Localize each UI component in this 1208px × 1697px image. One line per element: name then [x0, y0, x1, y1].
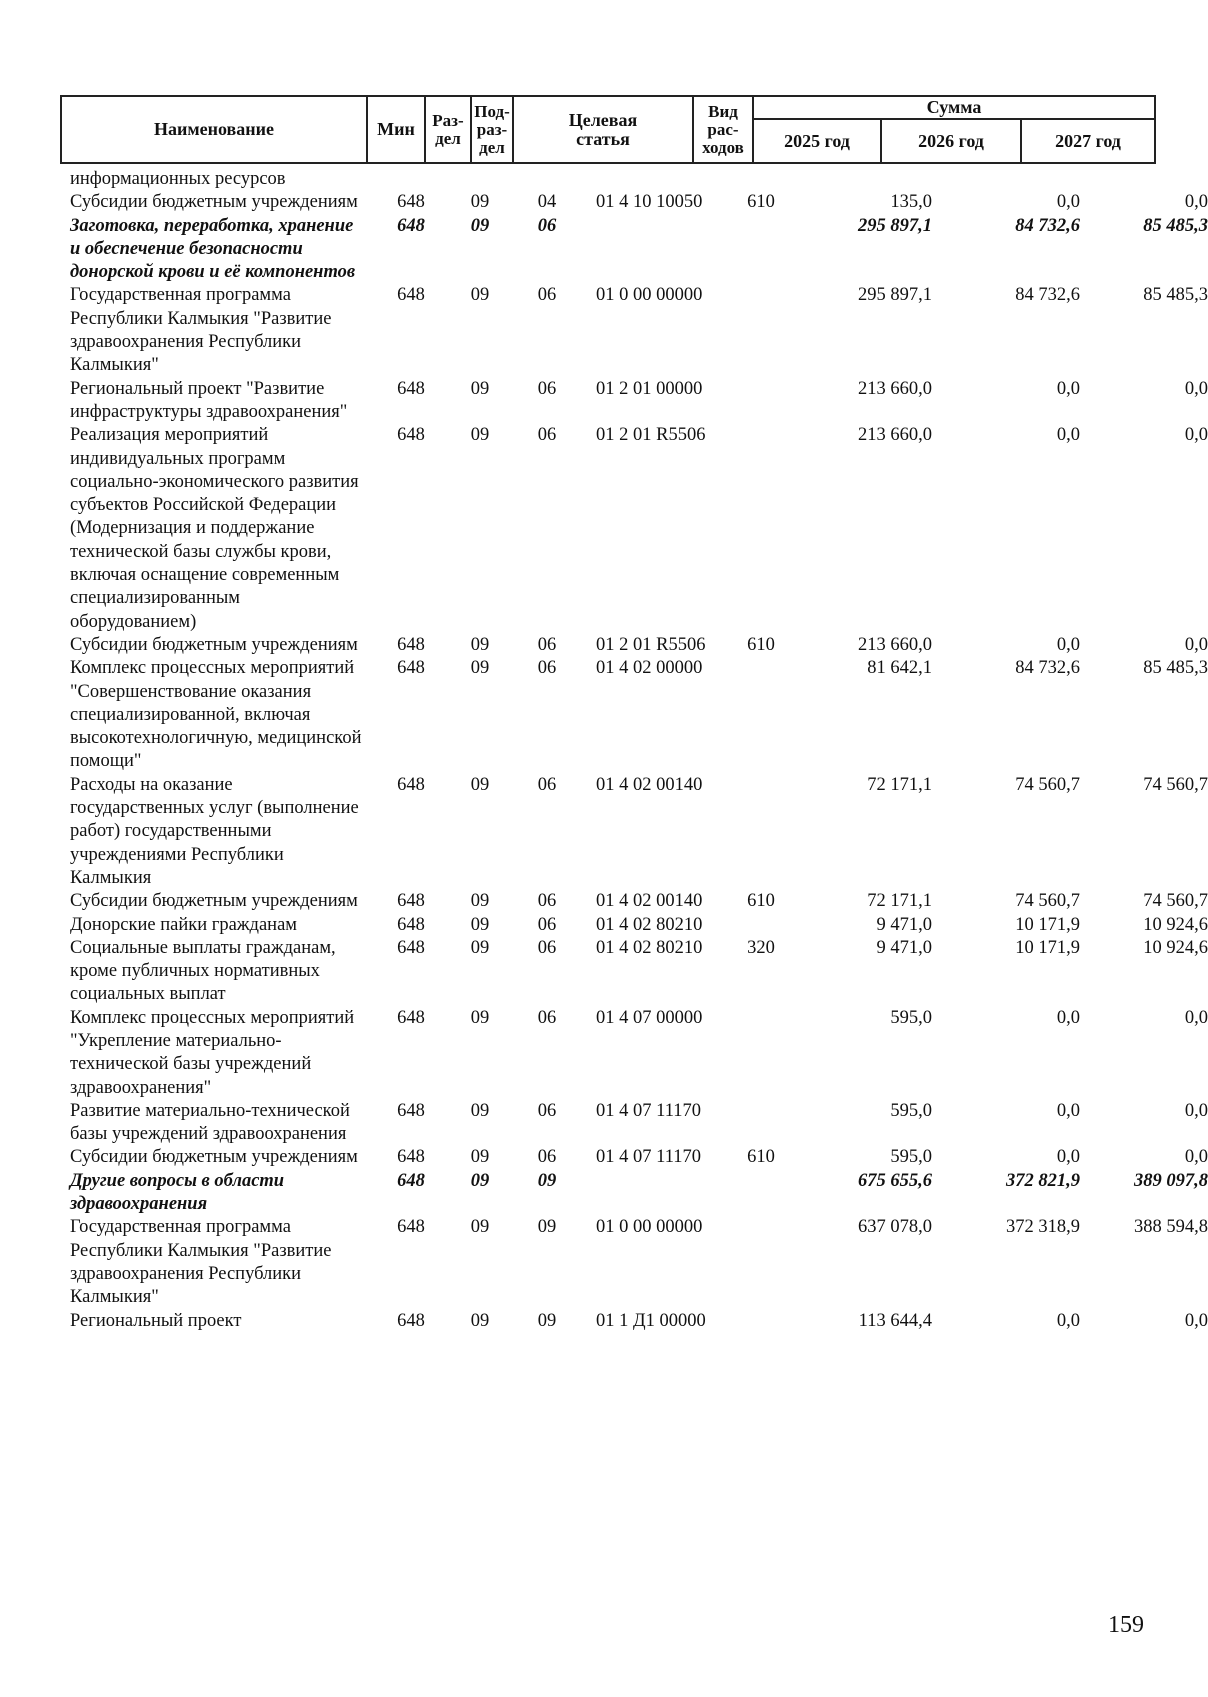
cell-vid: 610 — [747, 192, 775, 213]
cell-min: 648 — [397, 1100, 425, 1121]
cell-min: 648 — [397, 658, 425, 679]
cell-name: Региональный проект "Развитие инфраструктуры здравоохранения" — [70, 378, 348, 422]
cell-cs: 01 4 07 11170 — [596, 1100, 702, 1121]
cell-name: Донорские пайки гражданам — [70, 914, 298, 935]
cell-y27: 0,0 — [1184, 634, 1208, 655]
cell-y26: 84 732,6 — [1015, 215, 1080, 236]
cell-y25: 213 660,0 — [858, 378, 932, 399]
header-razdel: Раз- дел — [425, 96, 471, 163]
cell-razd: 09 — [470, 285, 490, 306]
cell-razd: 09 — [470, 1170, 490, 1191]
cell-vid: 320 — [747, 937, 775, 958]
table-row — [60, 1100, 1208, 1147]
page-number: 159 — [1108, 1612, 1144, 1638]
cell-podr: 06 — [537, 285, 557, 306]
cell-y27: 10 924,6 — [1143, 914, 1208, 935]
cell-y25: 637 078,0 — [858, 1217, 932, 1238]
cell-name: Расходы на оказание государственных услуг (выполнение работ) государственными учреждениями Республики Калмыкия — [70, 774, 359, 888]
cell-cs: 01 0 00 00000 — [596, 1217, 703, 1238]
cell-min: 648 — [397, 192, 425, 213]
table-row — [60, 378, 1208, 425]
cell-podr: 06 — [537, 425, 557, 446]
table-row — [60, 1310, 1208, 1333]
cell-y25: 72 171,1 — [867, 774, 932, 795]
cell-y27: 85 485,3 — [1143, 215, 1208, 236]
cell-y26: 0,0 — [1056, 192, 1080, 213]
cell-y27: 0,0 — [1184, 1310, 1208, 1331]
cell-razd: 09 — [470, 634, 490, 655]
cell-y26: 10 171,9 — [1015, 914, 1080, 935]
header-name: Наименование — [61, 96, 367, 163]
header-min: Мин — [367, 96, 425, 163]
cell-name: Государственная программа Республики Калмыкия "Развитие здравоохранения Республики Калмыкия" — [70, 285, 332, 376]
header-2026: 2026 год — [881, 119, 1021, 163]
cell-cs: 01 2 01 R5506 — [596, 425, 706, 446]
cell-razd: 09 — [470, 1007, 490, 1028]
cell-y26: 0,0 — [1056, 1310, 1080, 1331]
cell-name: Субсидии бюджетным учреждениям — [70, 192, 358, 213]
cell-podr: 06 — [537, 891, 557, 912]
table-row — [60, 1146, 1208, 1169]
cell-y27: 85 485,3 — [1143, 285, 1208, 306]
cell-y25: 113 644,4 — [858, 1310, 932, 1331]
cell-name: Реализация мероприятий индивидуальных программ социально-экономического развития субъектов Российской Федерации (Модернизация и поддержание технической базы службы крови, включая оснащение современным специализированным оборудованием) — [70, 425, 359, 632]
cell-y26: 0,0 — [1056, 1100, 1080, 1121]
cell-podr: 06 — [537, 378, 557, 399]
table-row — [60, 191, 1208, 214]
table-row — [60, 774, 1208, 890]
table-row — [60, 634, 1208, 657]
cell-y25: 135,0 — [890, 192, 932, 213]
table-row — [60, 1007, 1208, 1100]
cell-min: 648 — [397, 914, 425, 935]
table-row — [60, 1170, 1208, 1217]
cell-y26: 0,0 — [1056, 1007, 1080, 1028]
cell-razd: 09 — [470, 1217, 490, 1238]
cell-min: 648 — [397, 1007, 425, 1028]
cell-razd: 09 — [470, 1147, 490, 1168]
cell-min: 648 — [397, 1170, 425, 1191]
table-row — [60, 914, 1208, 937]
cell-y26: 372 821,9 — [1006, 1170, 1080, 1191]
cell-podr: 09 — [537, 1170, 557, 1191]
cell-min: 648 — [397, 1147, 425, 1168]
cell-razd: 09 — [470, 215, 490, 236]
cell-y27: 74 560,7 — [1143, 891, 1208, 912]
cell-y27: 388 594,8 — [1134, 1217, 1208, 1238]
cell-y25: 295 897,1 — [858, 285, 932, 306]
cell-y27: 74 560,7 — [1143, 774, 1208, 795]
cell-min: 648 — [397, 215, 425, 236]
table-header — [60, 95, 1156, 164]
table-row — [60, 215, 1208, 285]
cell-y25: 595,0 — [890, 1007, 932, 1028]
cell-cs: 01 4 10 10050 — [596, 192, 703, 213]
cell-name: Субсидии бюджетным учреждениям — [70, 634, 358, 655]
cell-podr: 06 — [537, 937, 557, 958]
cell-name: Субсидии бюджетным учреждениям — [70, 891, 358, 912]
cell-razd: 09 — [470, 425, 490, 446]
cell-y27: 0,0 — [1184, 1100, 1208, 1121]
cell-cs: 01 4 07 00000 — [596, 1007, 703, 1028]
cell-min: 648 — [397, 285, 425, 306]
cell-y26: 0,0 — [1056, 425, 1080, 446]
cell-y26: 10 171,9 — [1015, 937, 1080, 958]
cell-razd: 09 — [470, 658, 490, 679]
cell-name: Субсидии бюджетным учреждениям — [70, 1147, 358, 1168]
cell-name: Государственная программа Республики Калмыкия "Развитие здравоохранения Республики Калмыкия" — [70, 1217, 332, 1308]
cell-name: Развитие материально-технической базы учреждений здравоохранения — [70, 1100, 350, 1145]
cell-y25: 72 171,1 — [867, 891, 932, 912]
cell-y26: 74 560,7 — [1015, 774, 1080, 795]
cell-podr: 04 — [537, 192, 557, 213]
cell-y27: 389 097,8 — [1134, 1170, 1208, 1191]
table-row — [60, 168, 1154, 191]
cell-cs: 01 0 00 00000 — [596, 285, 703, 306]
cell-podr: 06 — [537, 658, 557, 679]
cell-min: 648 — [397, 1217, 425, 1238]
cell-name: Социальные выплаты гражданам, кроме публичных нормативных социальных выплат — [70, 937, 336, 1005]
header-vid: Вид рас- ходов — [693, 96, 753, 163]
cell-y25: 81 642,1 — [867, 658, 932, 679]
cell-cs: 01 4 02 80210 — [596, 914, 703, 935]
cell-y27: 10 924,6 — [1143, 937, 1208, 958]
cell-min: 648 — [397, 378, 425, 399]
cell-podr: 06 — [537, 1007, 557, 1028]
cell-podr: 06 — [537, 634, 557, 655]
cell-min: 648 — [397, 891, 425, 912]
cell-podr: 06 — [537, 1100, 557, 1121]
cell-y25: 213 660,0 — [858, 425, 932, 446]
table-row — [60, 657, 1208, 773]
cell-podr: 09 — [537, 1310, 557, 1331]
cell-cs: 01 4 02 80210 — [596, 937, 703, 958]
cell-y27: 0,0 — [1184, 425, 1208, 446]
cell-y25: 675 655,6 — [858, 1170, 932, 1191]
cell-y26: 372 318,9 — [1006, 1217, 1080, 1238]
cell-cs: 01 2 01 R5506 — [596, 634, 706, 655]
cell-y27: 0,0 — [1184, 378, 1208, 399]
cell-y26: 74 560,7 — [1015, 891, 1080, 912]
cell-y25: 595,0 — [890, 1147, 932, 1168]
cell-y27: 0,0 — [1184, 192, 1208, 213]
header-target: Целевая статья — [513, 96, 693, 163]
cell-vid: 610 — [747, 891, 775, 912]
cell-cs: 01 4 02 00000 — [596, 658, 703, 679]
cell-y26: 84 732,6 — [1015, 658, 1080, 679]
cell-cs: 01 2 01 00000 — [596, 378, 703, 399]
cell-min: 648 — [397, 937, 425, 958]
cell-name: Региональный проект — [70, 1310, 242, 1331]
cell-razd: 09 — [470, 1310, 490, 1331]
cell-name: информационных ресурсов — [70, 169, 286, 189]
cell-name: Комплекс процессных мероприятий "Укрепление материально-технической базы учреждений здравоохранения" — [70, 1007, 355, 1098]
cell-podr: 09 — [537, 1217, 557, 1238]
cell-razd: 09 — [470, 914, 490, 935]
cell-y25: 595,0 — [890, 1100, 932, 1121]
cell-razd: 09 — [470, 937, 490, 958]
header-podrazdel: Под- раз- дел — [471, 96, 513, 163]
cell-razd: 09 — [470, 891, 490, 912]
cell-y26: 0,0 — [1056, 1147, 1080, 1168]
cell-y25: 295 897,1 — [858, 215, 932, 236]
cell-y27: 85 485,3 — [1143, 658, 1208, 679]
cell-cs: 01 4 02 00140 — [596, 774, 703, 795]
cell-cs: 01 4 07 11170 — [596, 1147, 702, 1168]
table-body — [60, 168, 1208, 1333]
cell-vid: 610 — [747, 1147, 775, 1168]
cell-cs: 01 1 Д1 00000 — [596, 1310, 706, 1331]
cell-razd: 09 — [470, 1100, 490, 1121]
table-row — [60, 1216, 1208, 1309]
cell-y26: 84 732,6 — [1015, 285, 1080, 306]
cell-podr: 06 — [537, 215, 557, 236]
cell-razd: 09 — [470, 192, 490, 213]
cell-name: Комплекс процессных мероприятий "Совершенствование оказания специализированной, включая высокотехнологичную, медицинской помощи" — [70, 658, 362, 772]
cell-razd: 09 — [470, 774, 490, 795]
cell-podr: 06 — [537, 774, 557, 795]
cell-y26: 0,0 — [1056, 634, 1080, 655]
cell-y26: 0,0 — [1056, 378, 1080, 399]
cell-razd: 09 — [470, 378, 490, 399]
cell-name: Другие вопросы в области здравоохранения — [70, 1170, 285, 1215]
cell-y25: 213 660,0 — [858, 634, 932, 655]
cell-cs: 01 4 02 00140 — [596, 891, 703, 912]
table-row — [60, 890, 1208, 913]
cell-y25: 9 471,0 — [876, 937, 932, 958]
cell-podr: 06 — [537, 914, 557, 935]
cell-min: 648 — [397, 634, 425, 655]
cell-min: 648 — [397, 774, 425, 795]
cell-podr: 06 — [537, 1147, 557, 1168]
header-2025: 2025 год — [753, 119, 881, 163]
header-summa: Сумма — [753, 96, 1155, 119]
cell-min: 648 — [397, 425, 425, 446]
cell-y25: 9 471,0 — [876, 914, 932, 935]
cell-vid: 610 — [747, 634, 775, 655]
cell-min: 648 — [397, 1310, 425, 1331]
table-row — [60, 937, 1208, 1007]
table-row — [60, 284, 1208, 377]
cell-y27: 0,0 — [1184, 1007, 1208, 1028]
table-row — [60, 424, 1208, 634]
cell-name: Заготовка, переработка, хранение и обеспечение безопасности донорской крови и её компонентов — [70, 215, 356, 283]
header-2027: 2027 год — [1021, 119, 1155, 163]
cell-y27: 0,0 — [1184, 1147, 1208, 1168]
